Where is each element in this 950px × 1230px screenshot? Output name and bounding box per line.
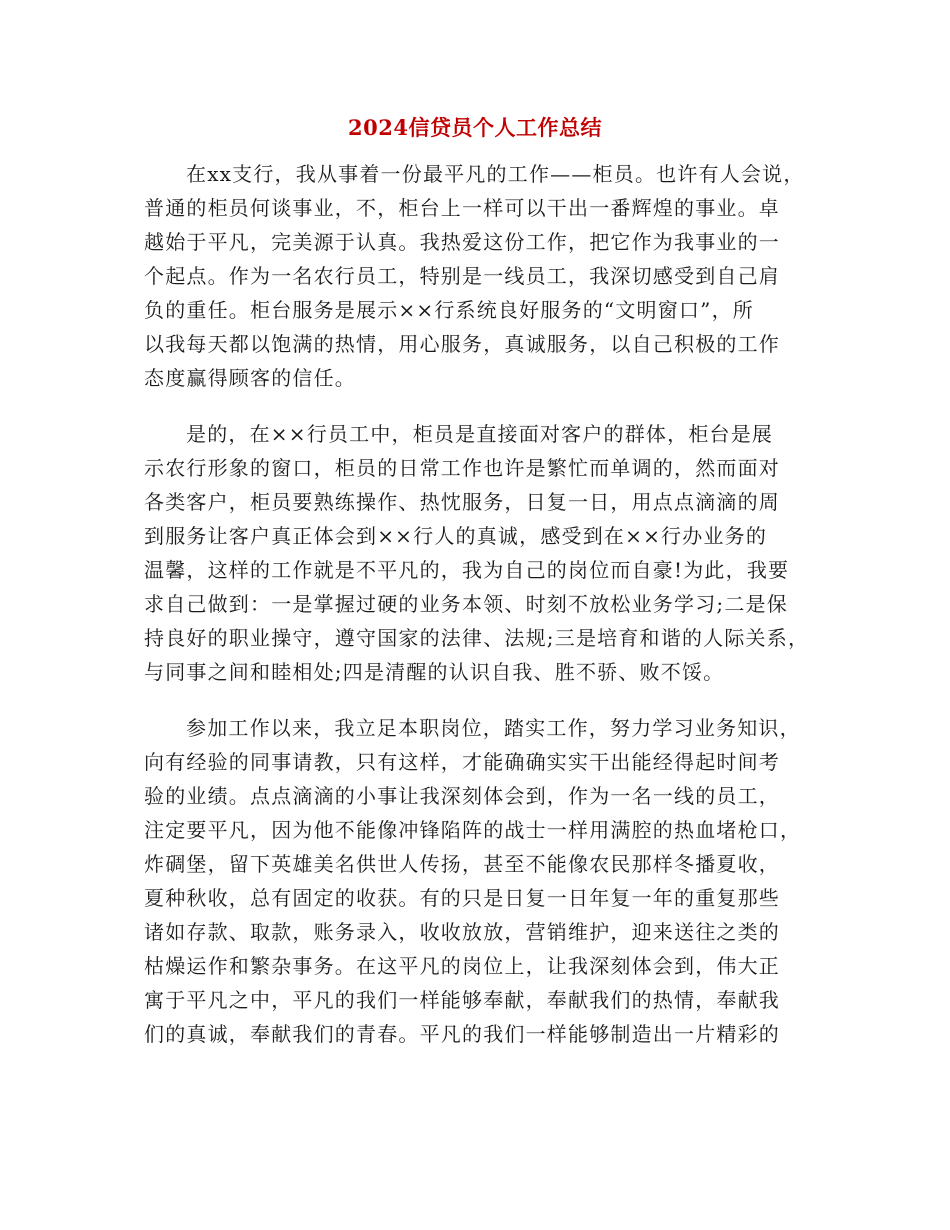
paragraph-line: 注定要平凡，因为他不能像冲锋陷阵的战士一样用满腔的热血堵枪口， [144, 818, 802, 842]
paragraph-line: 与同事之间和睦相处;四是清醒的认识自我、胜不骄、败不馁。 [144, 660, 725, 684]
paragraph-line: 负的重任。柜台服务是展示××行系统良好服务的“文明窗口”，所 [144, 298, 754, 322]
paragraph-line: 枯燥运作和繁杂事务。在这平凡的岗位上，让我深刻体会到，伟大正 [144, 954, 780, 978]
paragraph-line: 参加工作以来，我立足本职岗位，踏实工作，努力学习业务知识， [186, 716, 801, 740]
paragraph-line: 普通的柜员何谈事业，不，柜台上一样可以干出一番辉煌的事业。卓 [144, 196, 780, 220]
paragraph-line: 们的真诚，奉献我们的青春。平凡的我们一样能够制造出一片精彩的 [144, 1022, 780, 1046]
paragraph-line: 求自己做到：一是掌握过硬的业务本领、时刻不放松业务学习;二是保 [144, 592, 788, 616]
paragraph-line: 以我每天都以饱满的热情，用心服务，真诚服务，以自己积极的工作 [144, 332, 780, 356]
paragraph-line: 各类客户，柜员要熟练操作、热忱服务，日复一日，用点点滴滴的周 [144, 490, 780, 514]
paragraph-line: 到服务让客户真正体会到××行人的真诚，感受到在××行办业务的 [144, 524, 768, 548]
paragraph-line: 个起点。作为一名农行员工，特别是一线员工，我深切感受到自己肩 [144, 264, 780, 288]
paragraph-line: 示农行形象的窗口，柜员的日常工作也许是繁忙而单调的，然而面对 [144, 456, 780, 480]
paragraph-line: 态度赢得顾客的信任。 [144, 366, 356, 390]
paragraph-line: 越始于平凡，完美源于认真。我热爱这份工作，把它作为我事业的一 [144, 230, 780, 254]
paragraph-line: 温馨，这样的工作就是不平凡的，我为自己的岗位而自豪!为此，我要 [144, 558, 790, 582]
paragraph-line: 向有经验的同事请教，只有这样，才能确确实实干出能经得起时间考 [144, 750, 780, 774]
paragraph-line: 寓于平凡之中，平凡的我们一样能够奉献，奉献我们的热情，奉献我 [144, 988, 780, 1012]
paragraph-line: 持良好的职业操守，遵守国家的法律、法规;三是培育和谐的人际关系， [144, 626, 810, 650]
document-title: 2024信贷员个人工作总结 [348, 115, 602, 140]
paragraph-line: 诸如存款、取款，账务录入，收收放放，营销维护，迎来送往之类的 [144, 920, 780, 944]
paragraph-line: 在xx支行，我从事着一份最平凡的工作——柜员。也许有人会说， [186, 162, 805, 186]
paragraph-line: 夏种秋收，总有固定的收获。有的只是日复一日年复一年的重复那些 [144, 886, 780, 910]
paragraph-line: 验的业绩。点点滴滴的小事让我深刻体会到，作为一名一线的员工， [144, 784, 780, 808]
paragraph-line: 是的，在××行员工中，柜员是直接面对客户的群体，柜台是展 [186, 422, 774, 446]
paragraph-line: 炸碉堡，留下英雄美名供世人传扬，甚至不能像农民那样冬播夏收， [144, 852, 780, 876]
